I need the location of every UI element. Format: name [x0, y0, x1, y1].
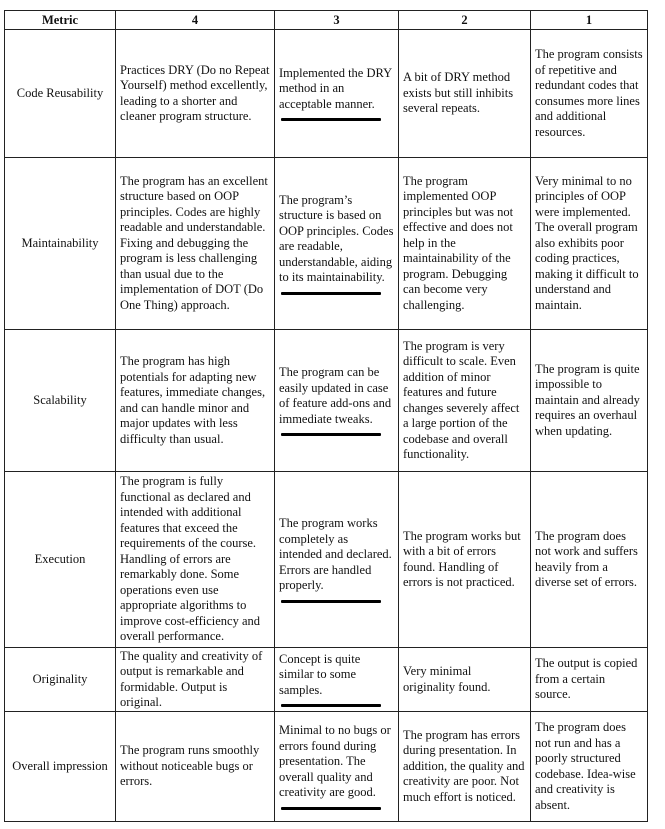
score-2-cell: The program is very difficult to scale. Even addition of minor features and future changes severely affect a large portion of the codebase and overall functionality.	[399, 330, 531, 472]
score-3-cell	[275, 712, 399, 822]
score-1-cell: The program consists of repetitive and redundant codes that consumes more lines and additional resources.	[531, 30, 648, 158]
score-1-cell: The program does not run and has a poorly structured codebase. Idea-wise and creativity is absent.	[531, 712, 648, 822]
rubric-table	[4, 10, 648, 822]
header-score-4: 4	[116, 11, 275, 30]
row-scalability	[5, 330, 648, 472]
header-row	[5, 11, 648, 30]
metric-cell: Scalability	[5, 330, 116, 472]
handwritten-underline	[281, 600, 381, 603]
score-4-cell: The program has an excellent structure based on OOP principles. Codes are highly readable and understandable. Fixing and debugging the program is less challenging than usual due to the implementation of DOT (Do One Thing) approach.	[116, 158, 275, 330]
row-maintainability	[5, 158, 648, 330]
score-2-cell: The program has errors during presentation. In addition, the quality and creativity are poor. Not much effort is noticed.	[399, 712, 531, 822]
score-1-cell: The output is copied from a certain source.	[531, 648, 648, 712]
metric-cell: Code Reusability	[5, 30, 116, 158]
handwritten-underline	[281, 292, 381, 295]
score-1-cell: The program does not work and suffers heavily from a diverse set of errors.	[531, 472, 648, 648]
score-4-cell: The program is fully functional as declared and intended with additional features that exceed the requirements of the course. Handling of errors are remarkably done. Some operations even use appropriate algorithms to improve cost-efficiency and overall performance.	[116, 472, 275, 648]
handwritten-underline	[281, 704, 381, 707]
score-4-cell: The quality and creativity of output is remarkable and formidable. Output is original.	[116, 648, 275, 712]
score-3-cell	[275, 648, 399, 712]
score-1-cell: Very minimal to no principles of OOP were implemented. The overall program also exhibits poor coding practices, making it difficult to understand and maintain.	[531, 158, 648, 330]
row-originality	[5, 648, 648, 712]
row-code-reusability	[5, 30, 648, 158]
handwritten-underline	[281, 118, 381, 121]
handwritten-underline	[281, 807, 381, 810]
cell-text: Concept is quite similar to some samples.	[279, 651, 361, 697]
metric-cell: Overall impression	[5, 712, 116, 822]
score-3-cell	[275, 330, 399, 472]
cell-text: Implemented the DRY method in an acceptable manner.	[279, 65, 392, 111]
score-4-cell: The program has high potentials for adapting new features, immediate changes, and can handle minor and major updates with less difficulty than usual.	[116, 330, 275, 472]
metric-cell: Execution	[5, 472, 116, 648]
header-score-3: 3	[275, 11, 399, 30]
score-2-cell: Very minimal originality found.	[399, 648, 531, 712]
score-3-cell	[275, 158, 399, 330]
score-2-cell: The program implemented OOP principles but was not effective and does not help in the maintainability of the program. Debugging can become very challenging.	[399, 158, 531, 330]
metric-cell: Maintainability	[5, 158, 116, 330]
header-score-1: 1	[531, 11, 648, 30]
score-1-cell: The program is quite impossible to maintain and already requires an overhaul when updating.	[531, 330, 648, 472]
row-execution	[5, 472, 648, 648]
score-4-cell: The program runs smoothly without noticeable bugs or errors.	[116, 712, 275, 822]
score-2-cell: A bit of DRY method exists but still inhibits several repeats.	[399, 30, 531, 158]
score-4-cell: Practices DRY (Do no Repeat Yourself) method excellently, leading to a shorter and cleaner program structure.	[116, 30, 275, 158]
score-3-cell	[275, 472, 399, 648]
cell-text: The program works completely as intended and declared. Errors are handled properly.	[279, 516, 392, 593]
score-3-cell	[275, 30, 399, 158]
cell-text: Minimal to no bugs or errors found during presentation. The overall quality and creativity are good.	[279, 723, 391, 800]
row-overall-impression	[5, 712, 648, 822]
header-score-2: 2	[399, 11, 531, 30]
metric-cell: Originality	[5, 648, 116, 712]
cell-text: The program’s structure is based on OOP principles. Codes are readable, understandable, aiding to its maintainability.	[279, 192, 394, 284]
score-2-cell: The program works but with a bit of errors found. Handling of errors is not practiced.	[399, 472, 531, 648]
cell-text: The program can be easily updated in case of feature add-ons and immediate tweaks.	[279, 365, 392, 426]
header-metric: Metric	[5, 11, 116, 30]
handwritten-underline	[281, 433, 381, 436]
